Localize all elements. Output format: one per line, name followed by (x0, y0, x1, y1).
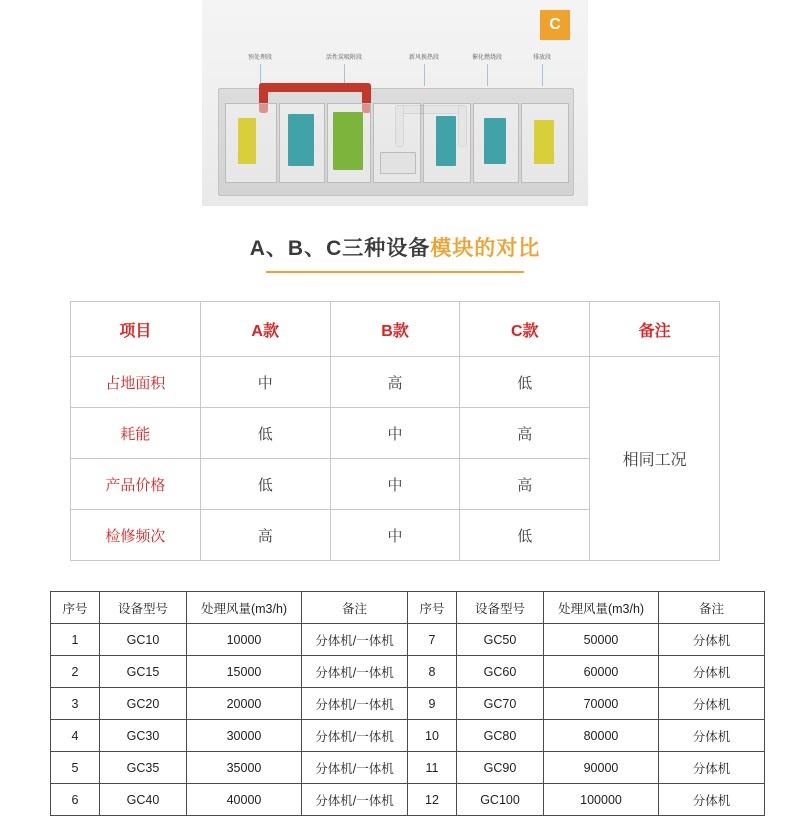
module-heat-exchange (373, 103, 421, 183)
table-row-header (71, 302, 720, 357)
mdl-r3-c7: 分体机 (659, 720, 765, 752)
module-combustion (473, 103, 519, 183)
table-row-header (51, 592, 765, 624)
cmp-row-0-c: 低 (460, 357, 590, 408)
mdl-r3-c1: GC30 (100, 720, 187, 752)
mdl-r2-c0: 3 (51, 688, 100, 720)
stage-label-3: 催化燃烧段 (471, 55, 503, 61)
cmp-note: 相同工况 (590, 357, 720, 561)
module-carbon-2 (327, 103, 371, 183)
section-title-prefix: A、B、C三种设备 (249, 237, 431, 260)
module-exhaust (521, 103, 569, 183)
mdl-r4-c5: GC90 (457, 752, 544, 784)
mdl-r2-c6: 70000 (544, 688, 659, 720)
machine-body (218, 88, 574, 196)
mdl-header-6: 处理风量(m3/h) (544, 592, 659, 624)
mdl-r5-c3: 分体机/一体机 (302, 784, 408, 816)
model-table-wrap (50, 591, 740, 816)
mdl-header-4: 序号 (408, 592, 457, 624)
mdl-r2-c3: 分体机/一体机 (302, 688, 408, 720)
mdl-r2-c1: GC20 (100, 688, 187, 720)
mdl-r5-c2: 40000 (187, 784, 302, 816)
cmp-row-1-label: 耗能 (71, 408, 201, 459)
model-table (50, 591, 765, 816)
cmp-row-0-label: 占地面积 (71, 357, 201, 408)
mdl-r0-c5: GC50 (457, 624, 544, 656)
mdl-r1-c2: 15000 (187, 656, 302, 688)
mdl-r3-c3: 分体机/一体机 (302, 720, 408, 752)
mdl-r1-c0: 2 (51, 656, 100, 688)
table-row (51, 752, 765, 784)
cmp-row-2-c: 高 (460, 459, 590, 510)
cmp-row-1-a: 低 (200, 408, 330, 459)
table-row (51, 784, 765, 816)
part-fresh-air-teal (436, 116, 456, 166)
mdl-r4-c7: 分体机 (659, 752, 765, 784)
mdl-r1-c7: 分体机 (659, 656, 765, 688)
mdl-header-0: 序号 (51, 592, 100, 624)
red-duct-top (259, 83, 371, 92)
mdl-r5-c5: GC100 (457, 784, 544, 816)
mdl-r4-c3: 分体机/一体机 (302, 752, 408, 784)
mdl-r5-c0: 6 (51, 784, 100, 816)
mdl-r2-c2: 20000 (187, 688, 302, 720)
table-row (51, 656, 765, 688)
mdl-r4-c0: 5 (51, 752, 100, 784)
module-fresh-air (423, 103, 471, 183)
section-title (0, 232, 790, 262)
mdl-r4-c6: 90000 (544, 752, 659, 784)
mdl-r1-c5: GC60 (457, 656, 544, 688)
table-row (51, 688, 765, 720)
table-row (71, 357, 720, 408)
stage-tick-3 (487, 64, 488, 86)
cmp-row-2-b: 中 (330, 459, 460, 510)
mdl-r2-c4: 9 (408, 688, 457, 720)
part-heat-core (380, 152, 416, 174)
module-carbon-1 (279, 103, 325, 183)
table-row (51, 720, 765, 752)
cmp-row-3-b: 中 (330, 510, 460, 561)
mdl-r0-c6: 50000 (544, 624, 659, 656)
title-underline (266, 271, 524, 273)
stage-label-0: 预处理段 (247, 55, 273, 61)
cmp-row-0-a: 中 (200, 357, 330, 408)
cmp-row-2-label: 产品价格 (71, 459, 201, 510)
mdl-r5-c7: 分体机 (659, 784, 765, 816)
mdl-r5-c4: 12 (408, 784, 457, 816)
cmp-header-2: B款 (330, 302, 460, 357)
mdl-r1-c4: 8 (408, 656, 457, 688)
mdl-r3-c0: 4 (51, 720, 100, 752)
mdl-r0-c7: 分体机 (659, 624, 765, 656)
mdl-header-2: 处理风量(m3/h) (187, 592, 302, 624)
stage-label-1: 活性炭吸附段 (325, 55, 363, 61)
table-row (51, 624, 765, 656)
comparison-table-wrap (70, 301, 720, 561)
comparison-table (70, 301, 720, 561)
cmp-row-3-label: 检修频次 (71, 510, 201, 561)
mdl-r0-c2: 10000 (187, 624, 302, 656)
mdl-r0-c1: GC10 (100, 624, 187, 656)
part-combustion-teal (484, 118, 506, 164)
module-pretreatment (225, 103, 277, 183)
mdl-r3-c2: 30000 (187, 720, 302, 752)
section-title-accent: 模块的对比 (430, 237, 541, 260)
mdl-r0-c0: 1 (51, 624, 100, 656)
stage-tick-4 (542, 64, 543, 86)
mdl-r0-c3: 分体机/一体机 (302, 624, 408, 656)
cmp-header-0: 项目 (71, 302, 201, 357)
mdl-r2-c7: 分体机 (659, 688, 765, 720)
model-badge-c: C (540, 10, 570, 40)
stage-label-2: 新风换热段 (408, 55, 440, 61)
mdl-r3-c5: GC80 (457, 720, 544, 752)
cmp-row-3-c: 低 (460, 510, 590, 561)
cmp-header-4: 备注 (590, 302, 720, 357)
cmp-row-0-b: 高 (330, 357, 460, 408)
cmp-row-2-a: 低 (200, 459, 330, 510)
mdl-r0-c4: 7 (408, 624, 457, 656)
cmp-header-3: C款 (460, 302, 590, 357)
mdl-r4-c1: GC35 (100, 752, 187, 784)
stage-tick-2 (424, 64, 425, 86)
mdl-header-7: 备注 (659, 592, 765, 624)
cmp-row-1-c: 高 (460, 408, 590, 459)
cmp-row-1-b: 中 (330, 408, 460, 459)
cmp-header-1: A款 (200, 302, 330, 357)
mdl-header-3: 备注 (302, 592, 408, 624)
part-filter-yellow (238, 118, 256, 164)
mdl-header-1: 设备型号 (100, 592, 187, 624)
equipment-illustration (202, 0, 588, 206)
mdl-r3-c6: 80000 (544, 720, 659, 752)
mdl-r4-c2: 35000 (187, 752, 302, 784)
mdl-r4-c4: 11 (408, 752, 457, 784)
mdl-r1-c3: 分体机/一体机 (302, 656, 408, 688)
part-carbon-teal-1 (288, 114, 314, 166)
mdl-r5-c6: 100000 (544, 784, 659, 816)
mdl-r5-c1: GC40 (100, 784, 187, 816)
cmp-row-3-a: 高 (200, 510, 330, 561)
mdl-r1-c6: 60000 (544, 656, 659, 688)
stage-label-4: 排放段 (532, 55, 552, 61)
part-carbon-green (333, 112, 363, 170)
mdl-header-5: 设备型号 (457, 592, 544, 624)
part-exhaust-yellow (534, 120, 554, 164)
mdl-r2-c5: GC70 (457, 688, 544, 720)
mdl-r3-c4: 10 (408, 720, 457, 752)
mdl-r1-c1: GC15 (100, 656, 187, 688)
